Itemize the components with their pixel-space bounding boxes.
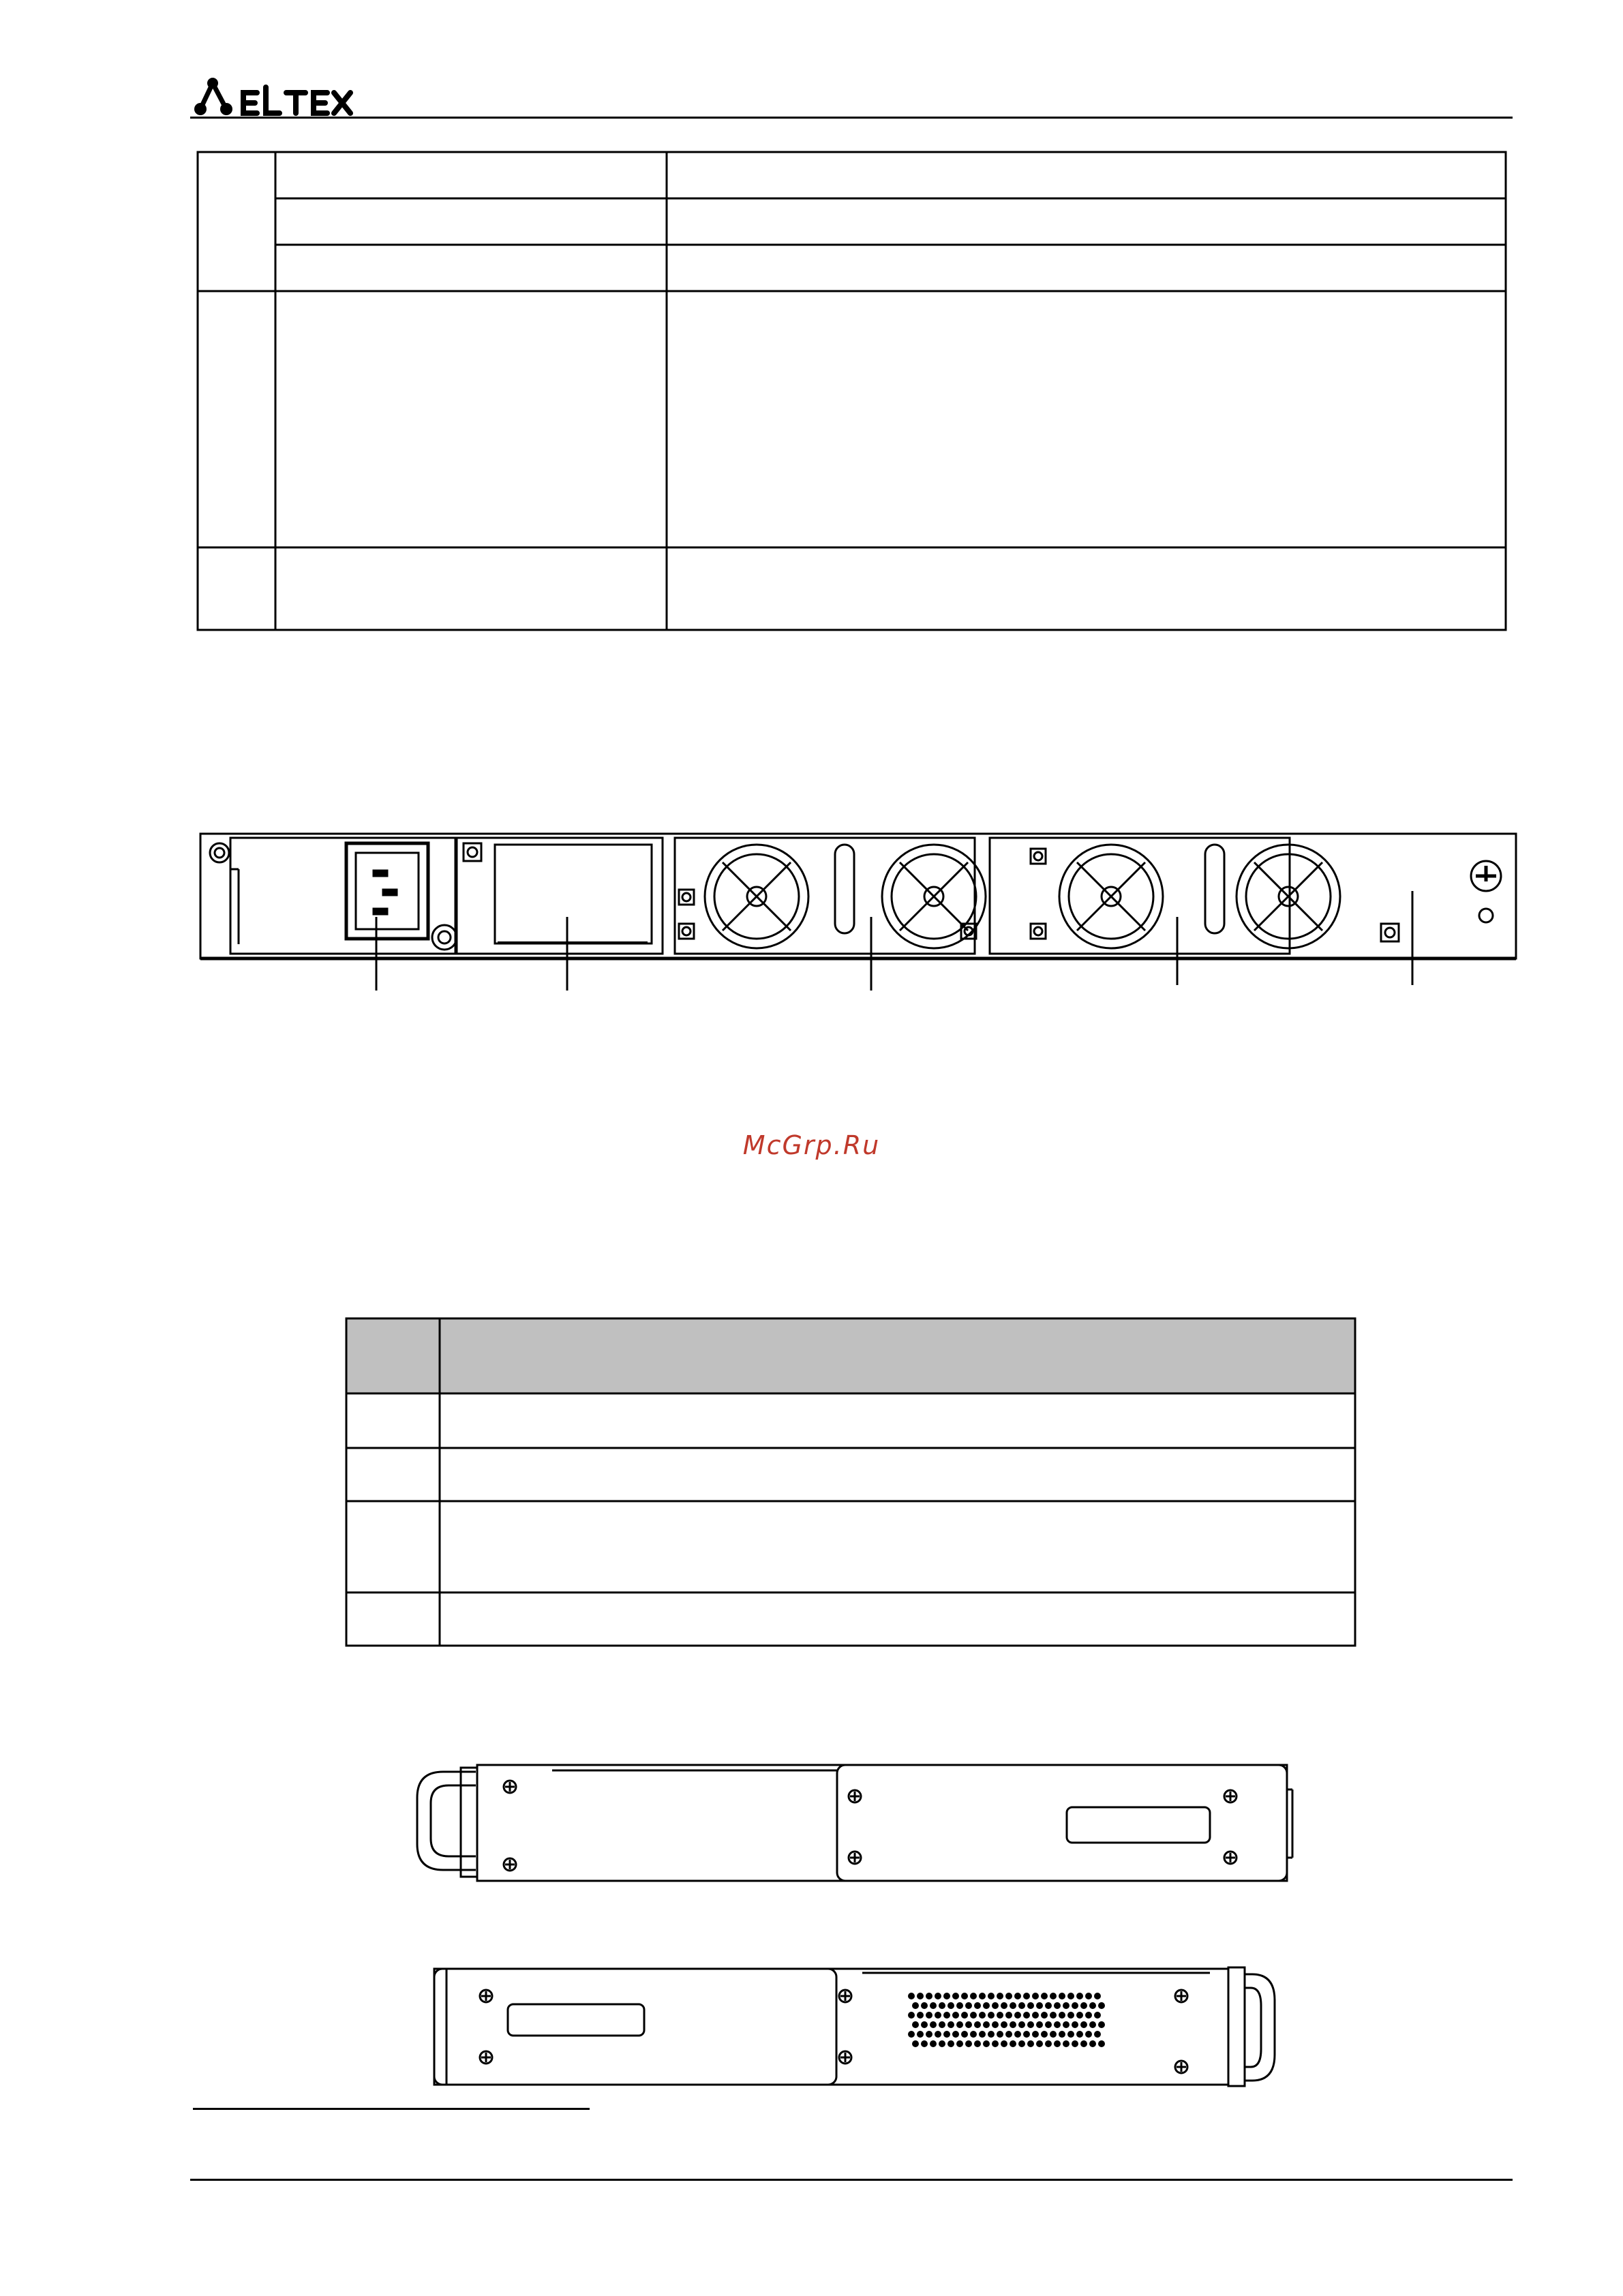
- device-left-side-illustration: [409, 1762, 1295, 1888]
- footnote-rule: [193, 2108, 590, 2110]
- device-rear-panel-illustration: [198, 828, 1520, 995]
- spec-table-continued: [0, 0, 1623, 654]
- watermark: McGrp.Ru: [742, 1130, 881, 1160]
- rear-panel-description-table: [0, 1295, 1623, 1663]
- table-row: [199, 153, 274, 290]
- device-right-side-illustration: [426, 1965, 1281, 2091]
- footer-rule: [190, 2179, 1513, 2181]
